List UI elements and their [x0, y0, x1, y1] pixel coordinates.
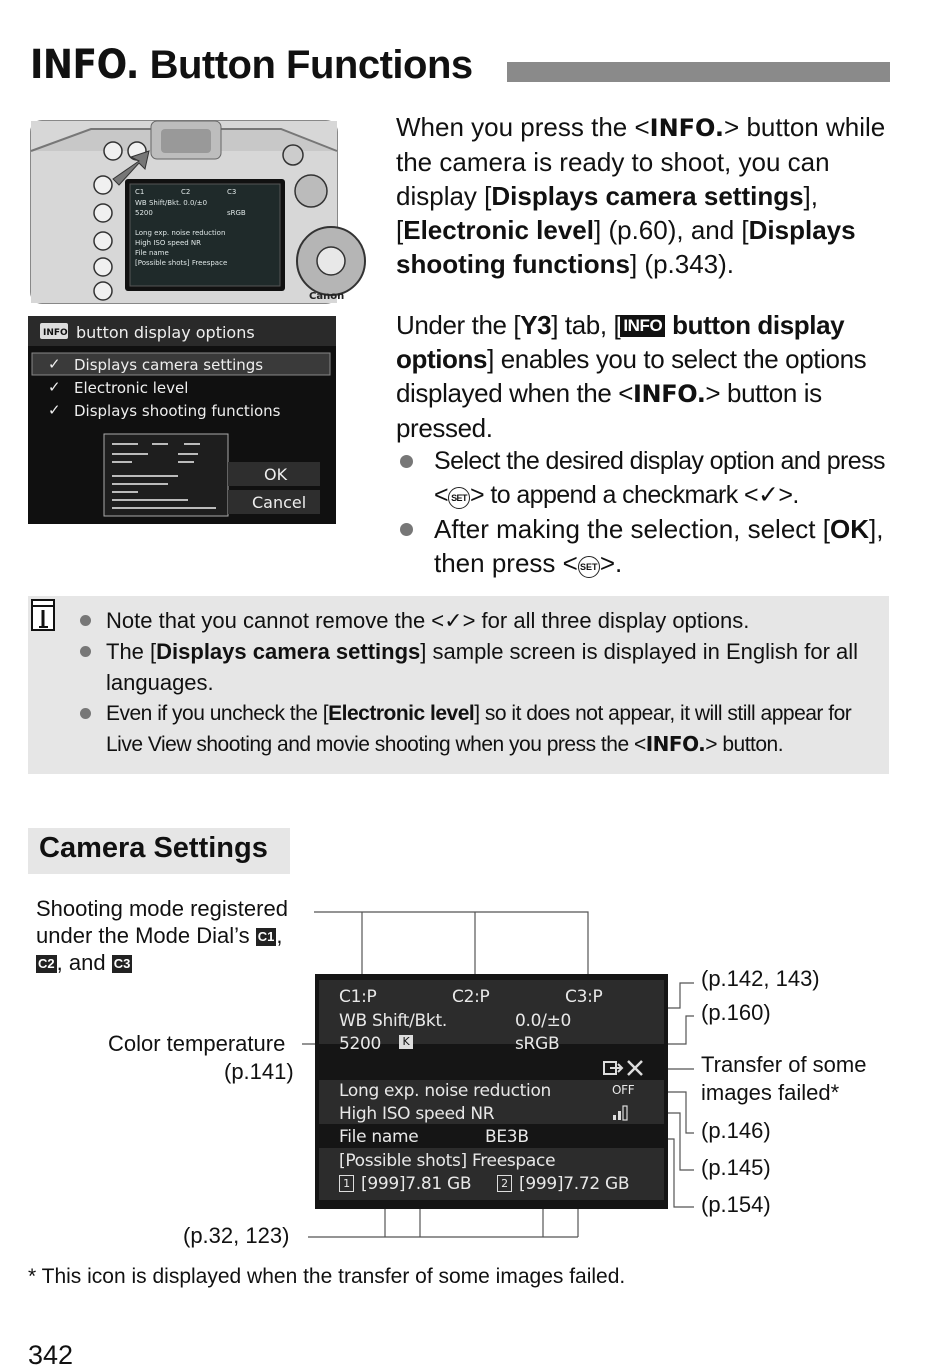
callout-p142: (p.142, 143)	[701, 966, 820, 991]
info-button-glyph: INFO.	[645, 732, 706, 756]
high-iso-nr-label: High ISO speed NR	[339, 1104, 495, 1124]
set-button-icon: SET	[448, 487, 470, 509]
svg-text:High ISO speed NR: High ISO speed NR	[135, 239, 202, 247]
svg-text:Canon: Canon	[309, 291, 345, 302]
set-button-icon: SET	[578, 556, 600, 578]
list-item: Select the desired display option and press < SET > to append a checkmark <✓>.	[400, 444, 900, 512]
svg-text:[Possible shots] Freespace: [Possible shots] Freespace	[135, 259, 228, 267]
list-item: After making the selection, select [OK], then press < SET>.	[400, 512, 900, 580]
callout-p160: (p.160)	[701, 1000, 771, 1025]
card2-icon: 2	[497, 1175, 512, 1192]
svg-text:C3: C3	[227, 188, 237, 196]
svg-text:sRGB: sRGB	[227, 209, 246, 217]
callout-color-temperature: Color temperature	[108, 1031, 286, 1056]
noise-reduction-level-icon	[612, 1105, 630, 1121]
callout-p145: (p.145)	[701, 1155, 771, 1180]
setup-tab-icon: Y3	[520, 310, 552, 340]
note-item: Even if you uncheck the [Electronic level] so it does not appear, it will still appear for Live View shooting and movie shooting when you press the <INFO.> button.	[80, 698, 870, 760]
info-button-icon: INFO.	[30, 42, 139, 88]
kelvin-icon: K	[399, 1035, 413, 1049]
svg-text:✓: ✓	[48, 378, 61, 396]
wb-shift-value: 0.0/±0	[515, 1011, 572, 1031]
file-name-value: BE3B	[485, 1127, 529, 1147]
card1-capacity: [999]7.81 GB	[361, 1174, 472, 1194]
c3-mode-value: C3:P	[565, 987, 603, 1007]
c2-mode-value: C2:P	[452, 987, 490, 1007]
camera-settings-screen	[315, 974, 668, 1209]
color-temp-value: 5200	[339, 1034, 382, 1054]
c1-mode-icon: C1	[257, 929, 275, 944]
callout-p154: (p.154)	[701, 1192, 771, 1217]
checkmark-icon: ✓	[757, 481, 779, 509]
callout-p32: (p.32, 123)	[183, 1223, 290, 1248]
svg-text:C2: C2	[181, 188, 191, 196]
c2-mode-icon: C2	[38, 956, 55, 971]
svg-text:OK: OK	[264, 465, 288, 484]
long-exp-nr-value: OFF	[612, 1083, 635, 1097]
callout-shooting-mode-2: under the Mode Dial’s C1,	[36, 923, 283, 948]
card1-icon: 1	[339, 1175, 354, 1192]
info-menu-icon: INFO	[620, 315, 665, 337]
svg-text:File name: File name	[135, 249, 169, 257]
options-paragraph: Under the [Y3] tab, [ INFO button display options] enables you to select the options displayed when the <INFO.> button is pressed.	[396, 310, 867, 443]
svg-text:C1: C1	[135, 188, 145, 196]
svg-text:Long exp. noise reduction: Long exp. noise reduction	[135, 229, 226, 237]
svg-text:Cancel: Cancel	[252, 493, 307, 512]
page-title: INFO. Button Functions	[30, 42, 473, 88]
callout-color-temperature-page: (p.141)	[224, 1059, 294, 1084]
callout-transfer: Transfer of some	[701, 1052, 867, 1077]
callout-shooting-mode-3: C2, and C3	[38, 950, 131, 975]
svg-text:button display options: button display options	[76, 323, 255, 342]
checkmark-icon: ✓	[444, 608, 463, 633]
note-item: The [Displays camera settings] sample screen is displayed in English for all languages.	[80, 636, 870, 698]
file-name-label: File name	[339, 1127, 419, 1147]
note-item: Note that you cannot remove the <✓> for all three display options.	[80, 605, 870, 636]
svg-text:INFO: INFO	[43, 328, 68, 338]
section-heading: Camera Settings	[28, 828, 290, 874]
wb-shift-label: WB Shift/Bkt.	[339, 1011, 447, 1031]
long-exp-nr-label: Long exp. noise reduction	[339, 1081, 552, 1101]
svg-text:Displays camera settings: Displays camera settings	[74, 356, 264, 374]
svg-text:Displays shooting functions: Displays shooting functions	[74, 402, 281, 420]
possible-shots-label: [Possible shots] Freespace	[339, 1151, 556, 1171]
transfer-failed-icon	[602, 1058, 648, 1078]
svg-text:Electronic level: Electronic level	[74, 379, 189, 397]
callout-transfer-2: images failed*	[701, 1080, 840, 1105]
svg-text:5200: 5200	[135, 209, 153, 217]
intro-paragraph: When you press the <INFO.> button while the camera is ready to shoot, you can display [Displays camera settings], [Electronic level] (p.60), and [Displays shooting functions] (p.343).	[396, 112, 886, 279]
page-number: 342	[28, 1340, 74, 1370]
c1-mode-value: C1:P	[339, 987, 377, 1007]
svg-text:WB Shift/Bkt. 0.0/±0: WB Shift/Bkt. 0.0/±0	[135, 199, 208, 207]
svg-text:✓: ✓	[48, 355, 61, 373]
svg-text:✓: ✓	[48, 401, 61, 419]
info-button-glyph: INFO.	[649, 114, 725, 142]
info-button-glyph: INFO.	[633, 380, 706, 408]
color-space-value: sRGB	[515, 1034, 560, 1054]
card2-capacity: [999]7.72 GB	[519, 1174, 630, 1194]
callout-p146: (p.146)	[701, 1118, 771, 1143]
footnote: * This icon is displayed when the transfer of some images failed.	[28, 1265, 626, 1288]
callout-shooting-mode: Shooting mode registered	[36, 896, 288, 921]
c3-mode-icon: C3	[113, 956, 131, 971]
